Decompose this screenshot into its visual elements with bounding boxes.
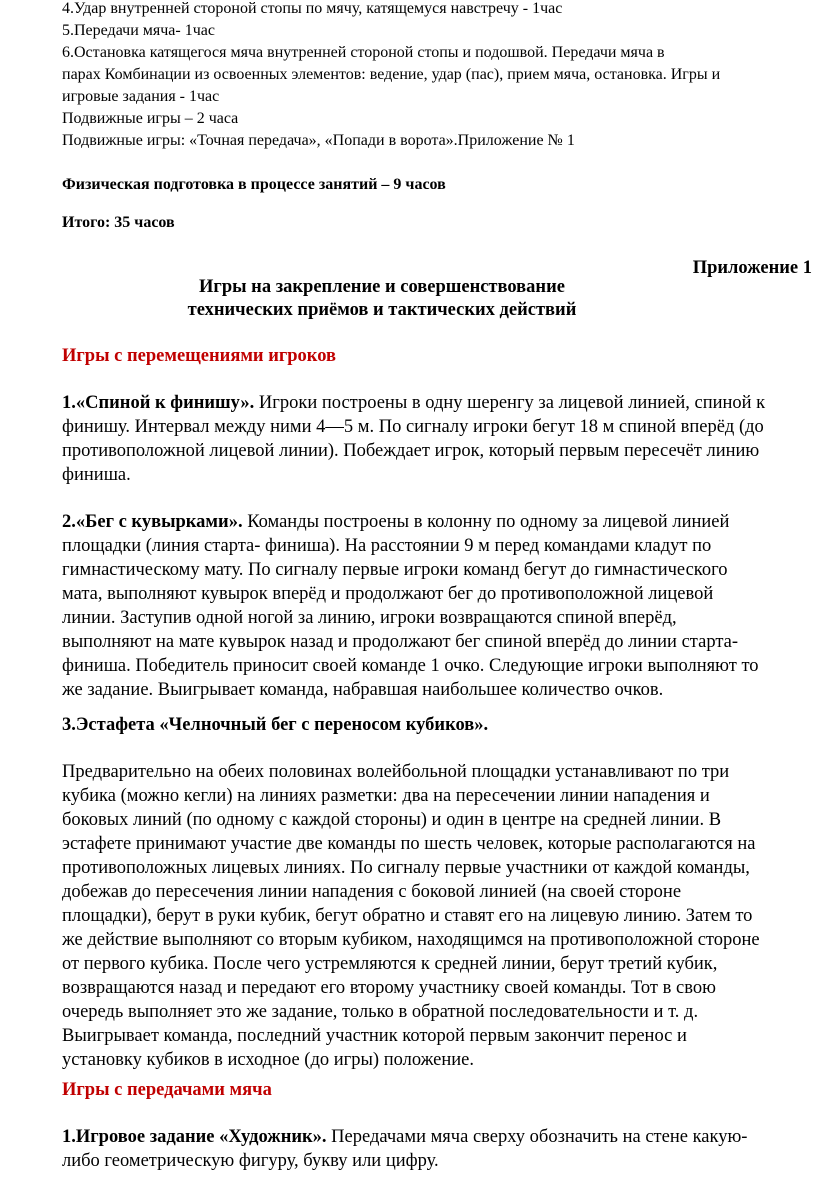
game-2-line-8: же задание. Выигрывает команда, набравшая наибольшее количество очков. bbox=[62, 680, 664, 700]
game-3-line-5: противоположных лицевых линиях. По сигналу первые участники от каждой команды, bbox=[62, 858, 750, 878]
game-2-line-1: 2.«Бег с кувырками». Команды построены в колонну по одному за лицевой линией bbox=[62, 512, 730, 532]
game-3-line-13: установку кубиков в исходное (до игры) положение. bbox=[62, 1050, 475, 1070]
game-3-line-1: Предварительно на обеих половинах волейбольной площадки устанавливают по три bbox=[62, 762, 730, 782]
game-1-title: 1.«Спиной к финишу». bbox=[62, 393, 255, 413]
game-3-line-8: же действие выполняют со вторым кубиком, находящимся на противоположной стороне bbox=[62, 930, 760, 950]
game-3-title: 3.Эстафета «Челночный бег с переносом кубиков». bbox=[62, 715, 489, 735]
section-heading-movement-games: Игры с перемещениями игроков bbox=[62, 346, 337, 366]
section-heading-passing-games: Игры с передачами мяча bbox=[62, 1080, 272, 1100]
plan-line-mobile-games-list: Подвижные игры: «Точная передача», «Попади в ворота».Приложение № 1 bbox=[62, 132, 575, 149]
game-3-line-4: эстафете принимают участие две команды по шесть человек, которые располагаются на bbox=[62, 834, 756, 854]
plan-line-combinations: парах Комбинации из освоенных элементов: ведение, удар (пас), прием мяча, остановка. Игры и bbox=[62, 66, 721, 83]
game-3-line-3: боковых линий (по одному с каждой стороны) и один в центре на средней линии. В bbox=[62, 810, 722, 830]
game-1-line-2: финишу. Интервал между ними 4—5 м. По сигналу игроки бегут 18 м спиной вперёд (до bbox=[62, 417, 764, 437]
game-1-line-1: 1.«Спиной к финишу». Игроки построены в одну шеренгу за лицевой линией, спиной к bbox=[62, 393, 766, 413]
game-2-line-4: мата, выполняют кувырок вперёд и продолжают бег до противоположной лицевой bbox=[62, 584, 714, 604]
game-3-line-12: Выигрывает команда, последний участник которой первым закончит перенос и bbox=[62, 1026, 687, 1046]
game-1-line-4: финиша. bbox=[62, 465, 131, 485]
game-3-line-10: возвращаются назад и передают его второму участнику своей команды. Тот в свою bbox=[62, 978, 716, 998]
game-3-line-6: добежав до пересечения линии нападения с боковой линией (на своей стороне bbox=[62, 882, 682, 902]
plan-line-6: 6.Остановка катящегося мяча внутренней стороной стопы и подошвой. Передачи мяча в bbox=[62, 44, 665, 61]
game-2-line-6: выполняют на мате кувырок назад и продолжают бег спиной вперёд до линии старта- bbox=[62, 632, 739, 652]
game-3-line-2: кубика (можно кегли) на линиях разметки: два на пересечении линии нападения и bbox=[62, 786, 710, 806]
physical-prep-line: Физическая подготовка в процессе занятий – 9 часов bbox=[62, 176, 446, 193]
appendix-label: Приложение 1 bbox=[692, 258, 812, 278]
game-1-line-3: противоположной лицевой линии). Побеждает игрок, который первым пересечёт линию bbox=[62, 441, 760, 461]
game-2-line-5: линии. Заступив одной ногой за линию, игроки возвращаются спиной вперёд, bbox=[62, 608, 677, 628]
game-4-line-1: 1.Игровое задание «Художник». Передачами мяча сверху обозначить на стене какую- bbox=[62, 1127, 748, 1147]
game-4-line-2: либо геометрическую фигуру, букву или цифру. bbox=[62, 1151, 439, 1171]
appendix-title-line-1: Игры на закрепление и совершенствование bbox=[199, 277, 565, 297]
plan-line-games-tasks: игровые задания - 1час bbox=[62, 88, 220, 105]
appendix-title-line-2: технических приёмов и тактических действий bbox=[187, 300, 577, 320]
plan-line-mobile-games: Подвижные игры – 2 часа bbox=[62, 110, 239, 127]
game-2-line-7: финиша. Победитель приносит своей команде 1 очко. Следующие игроки выполняют то bbox=[62, 656, 759, 676]
game-3-line-7: площадки), берут в руки кубик, бегут обратно и ставят его на лицевую линию. Затем то bbox=[62, 906, 753, 926]
plan-line-5: 5.Передачи мяча- 1час bbox=[62, 22, 215, 39]
game-2-line-2: площадки (линия старта- финиша). На расстоянии 9 м перед командами кладут по bbox=[62, 536, 712, 556]
game-4-title: 1.Игровое задание «Художник». bbox=[62, 1127, 327, 1147]
plan-line-4: 4.Удар внутренней стороной стопы по мячу, катящемуся навстречу - 1час bbox=[62, 0, 563, 17]
game-2-line-3: гимнастическому мату. По сигналу первые игроки команд бегут до гимнастического bbox=[62, 560, 728, 580]
game-3-line-9: от первого кубика. После чего устремляются к средней линии, берут третий кубик, bbox=[62, 954, 718, 974]
total-line: Итого: 35 часов bbox=[62, 214, 175, 231]
game-2-title: 2.«Бег с кувырками». bbox=[62, 512, 243, 532]
game-3-line-11: очередь выполняет это же задание, только в обратной последовательности и т. д. bbox=[62, 1002, 699, 1022]
